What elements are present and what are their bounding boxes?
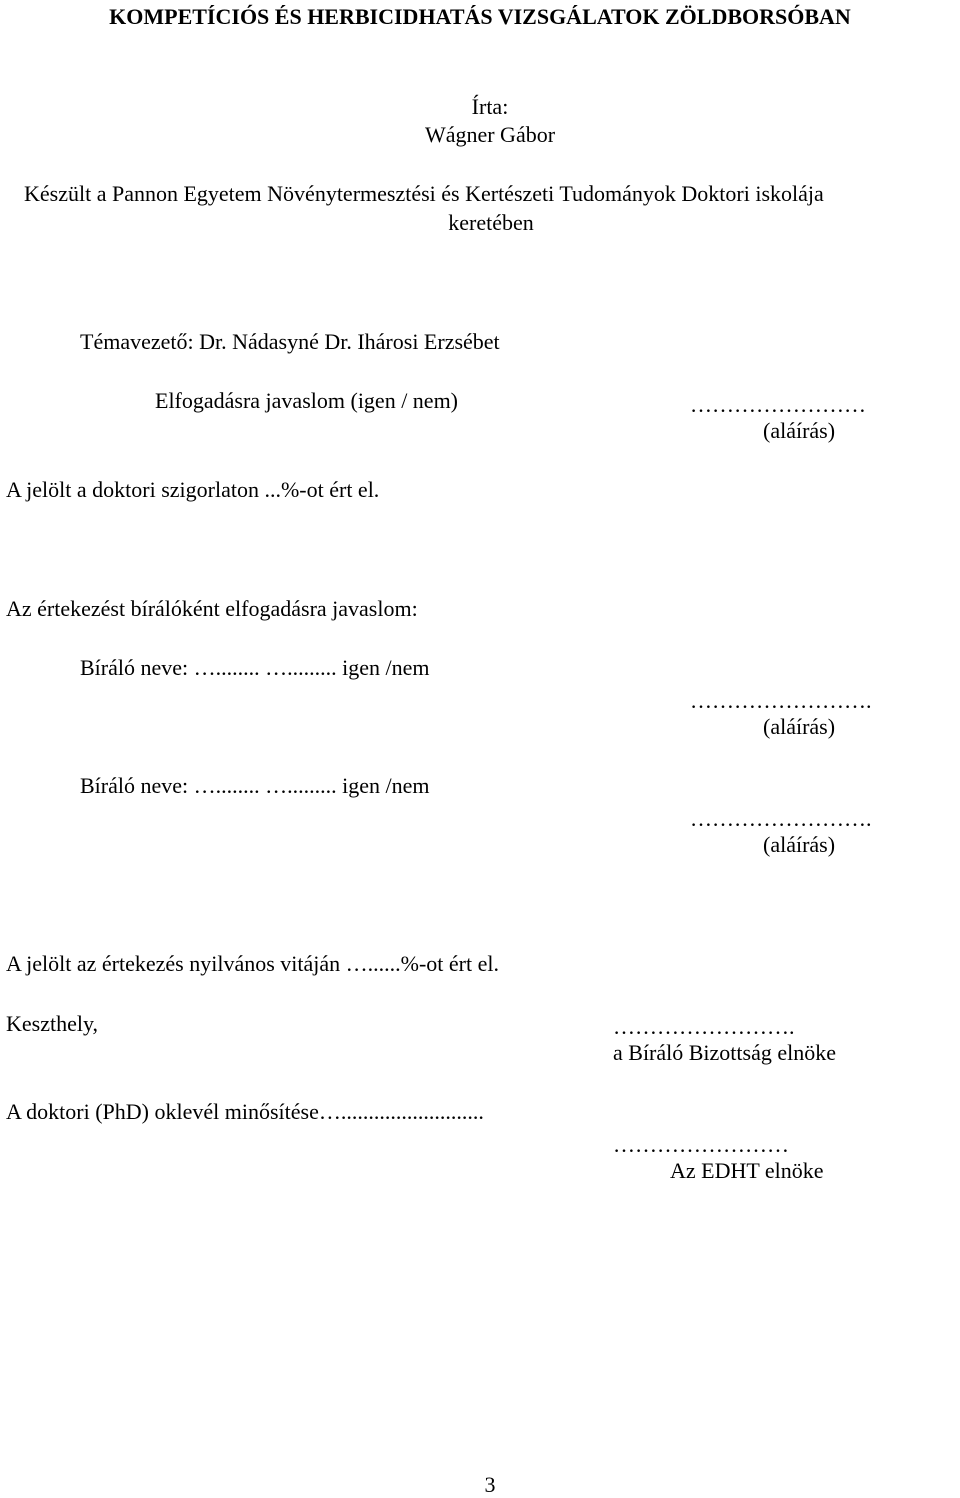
prepared-line-1: Készült a Pannon Egyetem Növénytermesztési és Kertészeti Tudományok Doktori iskolája [24, 181, 824, 206]
review-intro: Az értekezést bírálóként elfogadásra javaslom: [6, 596, 418, 621]
reviewer-1-line: Bíráló neve: …........ …......... igen /nem [80, 655, 430, 680]
diploma-rating: A doktori (PhD) oklevél minősítése….......................... [6, 1099, 484, 1124]
supervisor-line: Témavezető: Dr. Nádasyné Dr. Ihárosi Erzsébet [80, 329, 500, 354]
signature-line-1: …………………… [690, 392, 866, 417]
acceptance-text: Elfogadásra javaslom (igen / nem) [155, 388, 459, 413]
edht-label: Az EDHT elnöke [670, 1158, 824, 1183]
document-title: KOMPETÍCIÓS ÉS HERBICIDHATÁS VIZSGÁLATOK ZÖLDBORSÓBAN [109, 4, 851, 29]
author-label: Írta: [471, 94, 509, 119]
place-label: Keszthely, [6, 1011, 99, 1036]
committee-signature-line: ……………………. [613, 1014, 795, 1039]
prepared-line-2: keretében [448, 210, 534, 235]
committee-label: a Bíráló Bizottság elnöke [613, 1040, 836, 1065]
signature-line-2: ……………………. [690, 688, 872, 713]
signature-line-3: ……………………. [690, 806, 872, 831]
reviewer-2-line: Bíráló neve: …........ …......... igen /nem [80, 773, 430, 798]
page-number: 3 [484, 1472, 496, 1497]
signature-label-1: (aláírás) [763, 418, 836, 443]
signature-label-3: (aláírás) [763, 832, 836, 857]
edht-signature-line: …………………… [613, 1132, 789, 1157]
exam-result: A jelölt a doktori szigorlaton ...%-ot ért el. [6, 477, 380, 502]
author-name: Wágner Gábor [424, 122, 556, 147]
signature-label-2: (aláírás) [763, 714, 836, 739]
defense-result: A jelölt az értekezés nyilvános vitáján …......%-ot ért el. [6, 951, 500, 976]
